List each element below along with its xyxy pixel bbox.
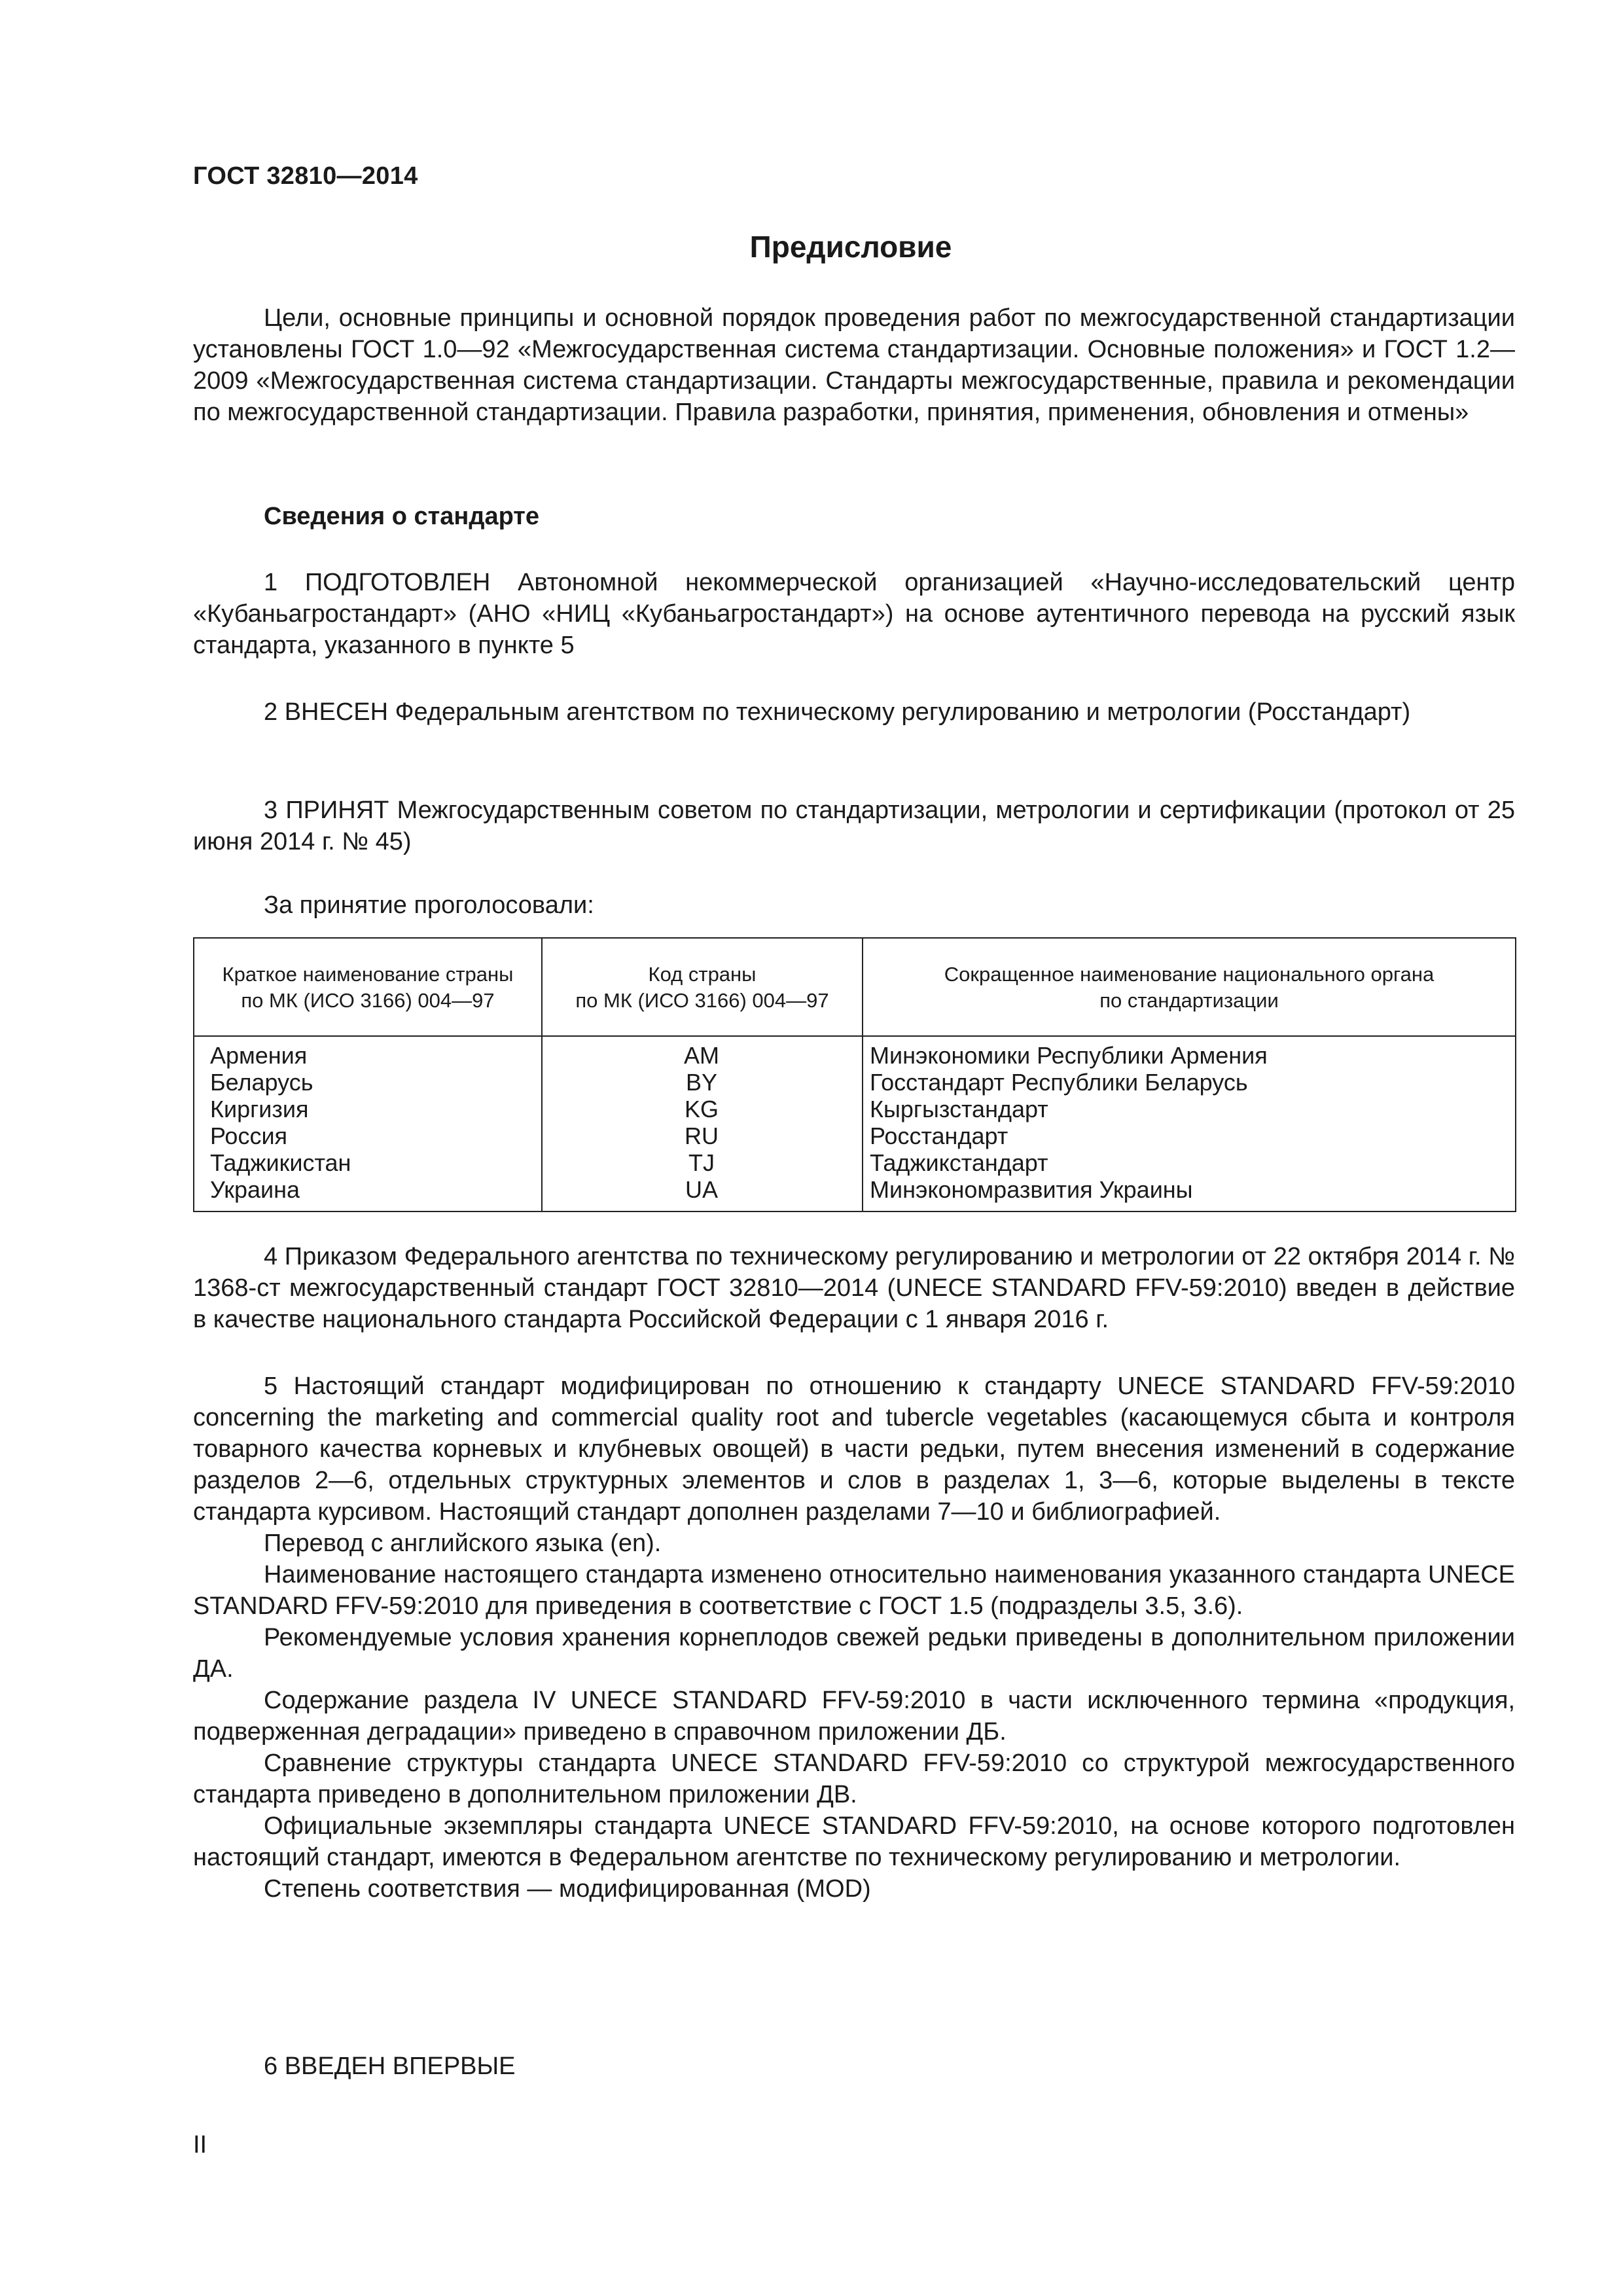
item-5-translation: Перевод с английского языка (en). xyxy=(264,1530,662,1557)
vote-table xyxy=(193,937,1516,1212)
item-2-submitted: 2 ВНЕСЕН Федеральным агентством по техническому регулированию и метрологии (Росстандарт) xyxy=(264,698,1411,726)
intro-paragraph: Цели, основные принципы и основной порядок проведения работ по межгосударственной стандартизации установлены ГОСТ 1.0—92 «Межгосударственная система стандартизации. Основные положения» и ГОСТ 1.2—2009 «Межгосударственная система стандартизации. Стандарты межгосударственные, правила и рекомендации по межгосударственной стандартизации. Правила разработки, принятия, применения, обновления и отмены» xyxy=(193,304,1515,426)
table-row: Россия RU Росстандарт xyxy=(210,1122,1008,1149)
section-heading: Сведения о стандарте xyxy=(264,503,540,530)
header-country-name: Краткое наименование страны по МК (ИСО 3166) 004—97 xyxy=(222,963,514,1012)
item-5-official-copies: Официальные экземпляры стандарта UNECE STANDARD FFV-59:2010, на основе которого подготовлен настоящий стандарт, имеются в Федеральном агентстве по техническому регулированию и метрологии. xyxy=(193,1812,1515,1871)
item-4-order: 4 Приказом Федерального агентства по техническому регулированию и метрологии от 22 октября 2014 г. № 1368-ст межгосударственный стандарт ГОСТ 32810—2014 (UNECE STANDARD FFV-59:2010) введен в действие в качестве национального стандарта Российской Федерации с 1 января 2016 г. xyxy=(193,1243,1515,1333)
header-country-code: Код страны по МК (ИСО 3166) 004—97 xyxy=(575,963,829,1012)
item-5-name-change: Наименование настоящего стандарта изменено относительно наименования указанного стандарта UNECE STANDARD FFV-59:2010 для приведения в соответствие с ГОСТ 1.5 (подразделы 3.5, 3.6). xyxy=(193,1561,1515,1620)
vote-table-header xyxy=(194,939,1515,1037)
vote-intro: За принятие проголосовали: xyxy=(264,891,594,919)
item-5-section-iv: Содержание раздела IV UNECE STANDARD FFV-59:2010 в части исключенного термина «продукция, подверженная деградации» приведено в справочном приложении ДБ. xyxy=(193,1687,1515,1746)
page-title: Предисловие xyxy=(749,230,952,264)
item-5-degree: Степень соответствия — модифицированная (MOD) xyxy=(264,1875,871,1903)
item-5-storage: Рекомендуемые условия хранения корнеплодов свежей редьки приведены в дополнительном приложении ДА. xyxy=(193,1624,1515,1683)
table-row: Таджикистан TJ Таджикстандарт xyxy=(210,1149,1048,1176)
item-5-main: 5 Настоящий стандарт модифицирован по отношению к стандарту UNECE STANDARD FFV-59:2010 concerning the marketing and commercial quality root and tubercle vegetables (касающемуся сбыта и контроля товарного качества корневых и клубневых овощей) в части редьки, путем внесения изменений в содержание разделов 2—6, отдельных структурных элементов и слов в разделах 1, 3—6, которые выделены в тексте стандарта курсивом. Настоящий стандарт дополнен разделами 7—10 и библиографией. xyxy=(193,1372,1515,1526)
vote-table-body xyxy=(194,1042,1515,1203)
item-5-comparison: Сравнение структуры стандарта UNECE STANDARD FFV-59:2010 со структурой межгосударственного стандарта приведено в дополнительном приложении ДВ. xyxy=(193,1749,1515,1808)
table-row: Беларусь BY Госстандарт Республики Беларусь xyxy=(210,1069,1248,1096)
table-row: Киргизия KG Кыргызстандарт xyxy=(210,1096,1048,1122)
item-5-modification xyxy=(193,1371,1515,1905)
document-code: ГОСТ 32810—2014 xyxy=(193,162,418,190)
header-national-body: Сокращенное наименование национального органа по стандартизации xyxy=(944,963,1435,1012)
item-1-prepared: 1 ПОДГОТОВЛЕН Автономной некоммерческой организацией «Научно-исследовательский центр «Кубаньагростандарт» (АНО «НИЦ «Кубаньагростандарт») на основе аутентичного перевода на русский язык стандарта, указанного в пункте 5 xyxy=(193,569,1515,659)
item-3-adopted: 3 ПРИНЯТ Межгосударственным советом по стандартизации, метрологии и сертификации (протокол от 25 июня 2014 г. № 45) xyxy=(193,797,1515,855)
table-row: Украина UA Минэкономразвития Украины xyxy=(210,1176,1193,1203)
page-number: II xyxy=(193,2131,207,2159)
item-6-introduced: 6 ВВЕДЕН ВПЕРВЫЕ xyxy=(264,2053,516,2080)
table-row: Армения AM Минэкономики Республики Армения xyxy=(210,1042,1268,1069)
